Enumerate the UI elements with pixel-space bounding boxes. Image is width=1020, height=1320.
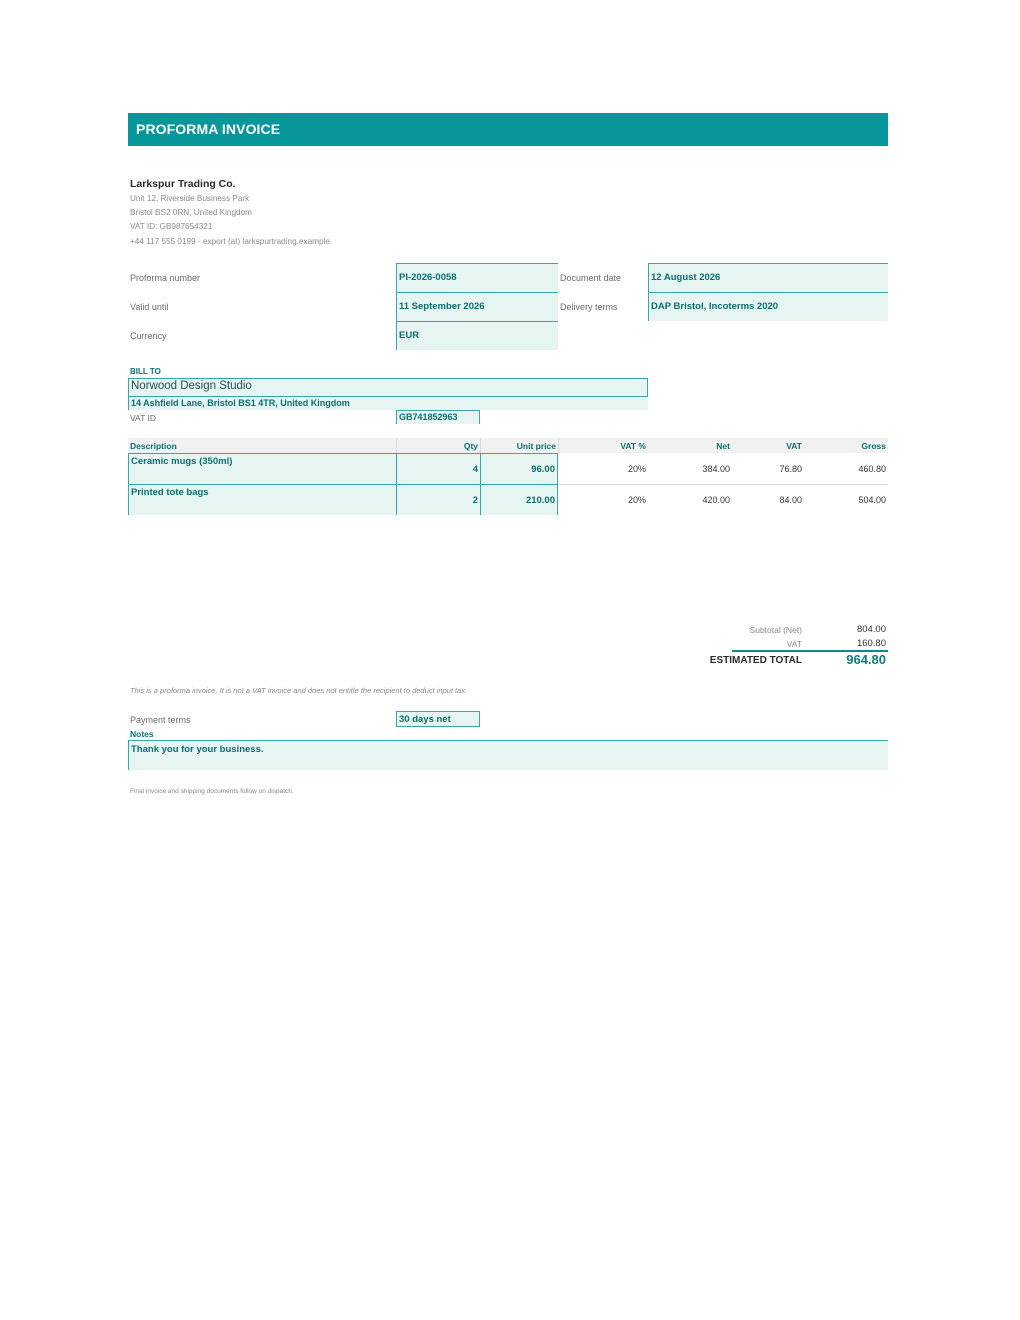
bill-to-vat-label: VAT ID — [130, 413, 156, 423]
column-header-unit-price: Unit price — [516, 441, 556, 451]
payment-terms-value: 30 days net — [399, 714, 451, 725]
bill-to-vat-field[interactable] — [396, 410, 480, 424]
document-title: PROFORMA INVOICE — [136, 121, 281, 137]
document-date-label: Document date — [560, 273, 622, 283]
seller-address-line-2: Bristol BS2 0RN, United Kingdom — [130, 208, 252, 217]
notes-field[interactable] — [128, 740, 888, 770]
row-1-qty-cell[interactable] — [396, 453, 480, 484]
document-date-value: 12 August 2026 — [651, 272, 721, 283]
row-2-unit-price: 210.00 — [525, 495, 555, 506]
column-header-description: Description — [130, 441, 177, 451]
bill-to-heading: BILL TO — [130, 367, 161, 376]
row-divider — [558, 484, 888, 485]
seller-contact: +44 117 555 0199 · export (at) larkspurtrading.example — [130, 237, 330, 246]
row-1-vat: 76.80 — [779, 464, 802, 474]
currency-label: Currency — [130, 331, 167, 341]
payment-terms-label: Payment terms — [130, 715, 191, 725]
notes-text: Thank you for your business. — [131, 744, 264, 755]
proforma-number-value: PI-2026-0058 — [399, 272, 457, 283]
delivery-terms-label: Delivery terms — [560, 302, 618, 312]
row-1-description: Ceramic mugs (350ml) — [131, 456, 233, 467]
bill-to-name: Norwood Design Studio — [131, 380, 252, 392]
column-header-net: Net — [716, 441, 730, 451]
seller-address-line-1: Unit 12, Riverside Business Park — [130, 194, 250, 203]
row-2-description: Printed tote bags — [131, 487, 209, 498]
payment-terms-field[interactable] — [396, 711, 480, 727]
row-2-unit-price-cell[interactable] — [480, 484, 558, 515]
row-2-description-cell[interactable] — [128, 484, 396, 515]
column-header-gross: Gross — [861, 441, 886, 451]
row-2-vat-pct: 20% — [627, 495, 646, 505]
footer-note: Final invoice and shipping documents follow on dispatch. — [130, 788, 294, 795]
row-2-vat: 84.00 — [779, 495, 802, 505]
currency-value: EUR — [399, 330, 420, 341]
bill-to-vat-value: GB741852963 — [399, 412, 458, 422]
bill-to-address: 14 Ashfield Lane, Bristol BS1 4TR, United Kingdom — [131, 398, 350, 408]
vat-total-value: 160.80 — [856, 638, 886, 649]
header-divider — [396, 438, 397, 453]
delivery-terms-field[interactable] — [648, 292, 888, 321]
currency-field[interactable] — [396, 321, 558, 350]
valid-until-label: Valid until — [130, 302, 169, 312]
estimated-total-label: ESTIMATED TOTAL — [709, 655, 802, 666]
valid-until-value: 11 September 2026 — [399, 301, 485, 312]
row-1-description-cell[interactable] — [128, 453, 396, 484]
seller-vat-id: VAT ID: GB987654321 — [130, 222, 213, 231]
proforma-number-label: Proforma number — [130, 273, 201, 283]
valid-until-field[interactable] — [396, 292, 558, 321]
vat-total-label: VAT — [786, 639, 802, 649]
column-header-vat-pct: VAT % — [620, 441, 646, 451]
row-2-net: 420.00 — [702, 495, 730, 505]
delivery-terms-value: DAP Bristol, Incoterms 2020 — [651, 301, 779, 312]
seller-name: Larkspur Trading Co. — [130, 178, 236, 190]
bill-to-name-field[interactable] — [128, 378, 648, 396]
header-divider — [480, 438, 481, 453]
subtotal-value: 804.00 — [856, 624, 886, 635]
row-2-qty: 2 — [472, 495, 478, 506]
column-header-vat: VAT — [786, 441, 802, 451]
notes-label: Notes — [130, 729, 154, 739]
row-1-gross: 460.80 — [858, 464, 886, 474]
estimated-total-value: 964.80 — [846, 652, 886, 667]
subtotal-label: Subtotal (Net) — [749, 625, 802, 635]
header-divider — [558, 438, 559, 453]
row-1-vat-pct: 20% — [627, 464, 646, 474]
row-1-unit-price: 96.00 — [531, 464, 555, 475]
row-2-gross: 504.00 — [858, 495, 886, 505]
row-1-unit-price-cell[interactable] — [480, 453, 558, 484]
proforma-number-field[interactable] — [396, 263, 558, 292]
document-date-field[interactable] — [648, 263, 888, 292]
row-2-qty-cell[interactable] — [396, 484, 480, 515]
row-1-net: 384.00 — [702, 464, 730, 474]
disclaimer: This is a proforma invoice. It is not a VAT invoice and does not entitle the recipient to deduct input tax. — [130, 686, 468, 695]
column-header-qty: Qty — [463, 441, 478, 451]
row-1-qty: 4 — [472, 464, 478, 475]
bill-to-address-field[interactable] — [128, 396, 648, 410]
